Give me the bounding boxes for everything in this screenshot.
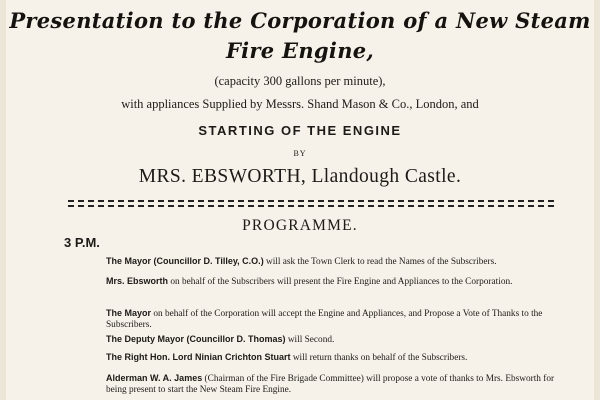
programme-item [106, 352, 576, 364]
item-text: on behalf of the Subscribers will present the Fire Engine and Appliances to the Corporation. [168, 277, 513, 287]
by-label: BY [293, 149, 307, 158]
programme-item [106, 256, 576, 268]
programme-item [106, 373, 576, 396]
appliances-line: with appliances Supplied by Messrs. Shand Mason & Co., London, and [121, 97, 479, 111]
capacity-note: (capacity 300 gallons per minute), [214, 74, 386, 88]
item-speaker: Alderman W. A. James [106, 373, 203, 383]
item-speaker: The Right Hon. Lord Ninian Crichton Stuart [106, 352, 291, 362]
item-speaker: The Mayor [106, 308, 152, 318]
item-text: will Second. [285, 335, 335, 345]
programme-item [106, 276, 576, 288]
item-speaker: The Deputy Mayor (Councillor D. Thomas) [106, 334, 286, 344]
programme-heading: PROGRAMME. [242, 217, 358, 234]
item-text: will ask the Town Clerk to read the Names of the Subscribers. [263, 257, 497, 267]
starting-heading: STARTING OF THE ENGINE [198, 123, 402, 138]
programme-item [106, 334, 576, 346]
document-title-line-1: Presentation to the Corporation of a New Steam [9, 8, 591, 33]
item-text: will return thanks on behalf of the Subscribers. [290, 353, 468, 363]
document-title-line-2: Fire Engine, [225, 38, 375, 63]
programme-item [106, 308, 576, 331]
item-speaker: The Mayor (Councillor D. Tilley, C.O.) [106, 256, 264, 266]
item-text: (Chairman of the Fire Brigade Committee) will propose a vote of thanks to Mrs. Ebsworth for being present to start the New Steam Fire Engine. [106, 374, 555, 395]
time-label: 3 P.M. [64, 235, 100, 250]
item-text: on behalf of the Corporation will accept the Engine and Appliances, and Propose a Vote of Thanks to the Subscribers. [106, 309, 543, 330]
ornamental-divider [68, 200, 554, 207]
presenter-name: MRS. EBSWORTH, Llandough Castle. [138, 166, 462, 187]
item-speaker: Mrs. Ebsworth [106, 276, 169, 286]
